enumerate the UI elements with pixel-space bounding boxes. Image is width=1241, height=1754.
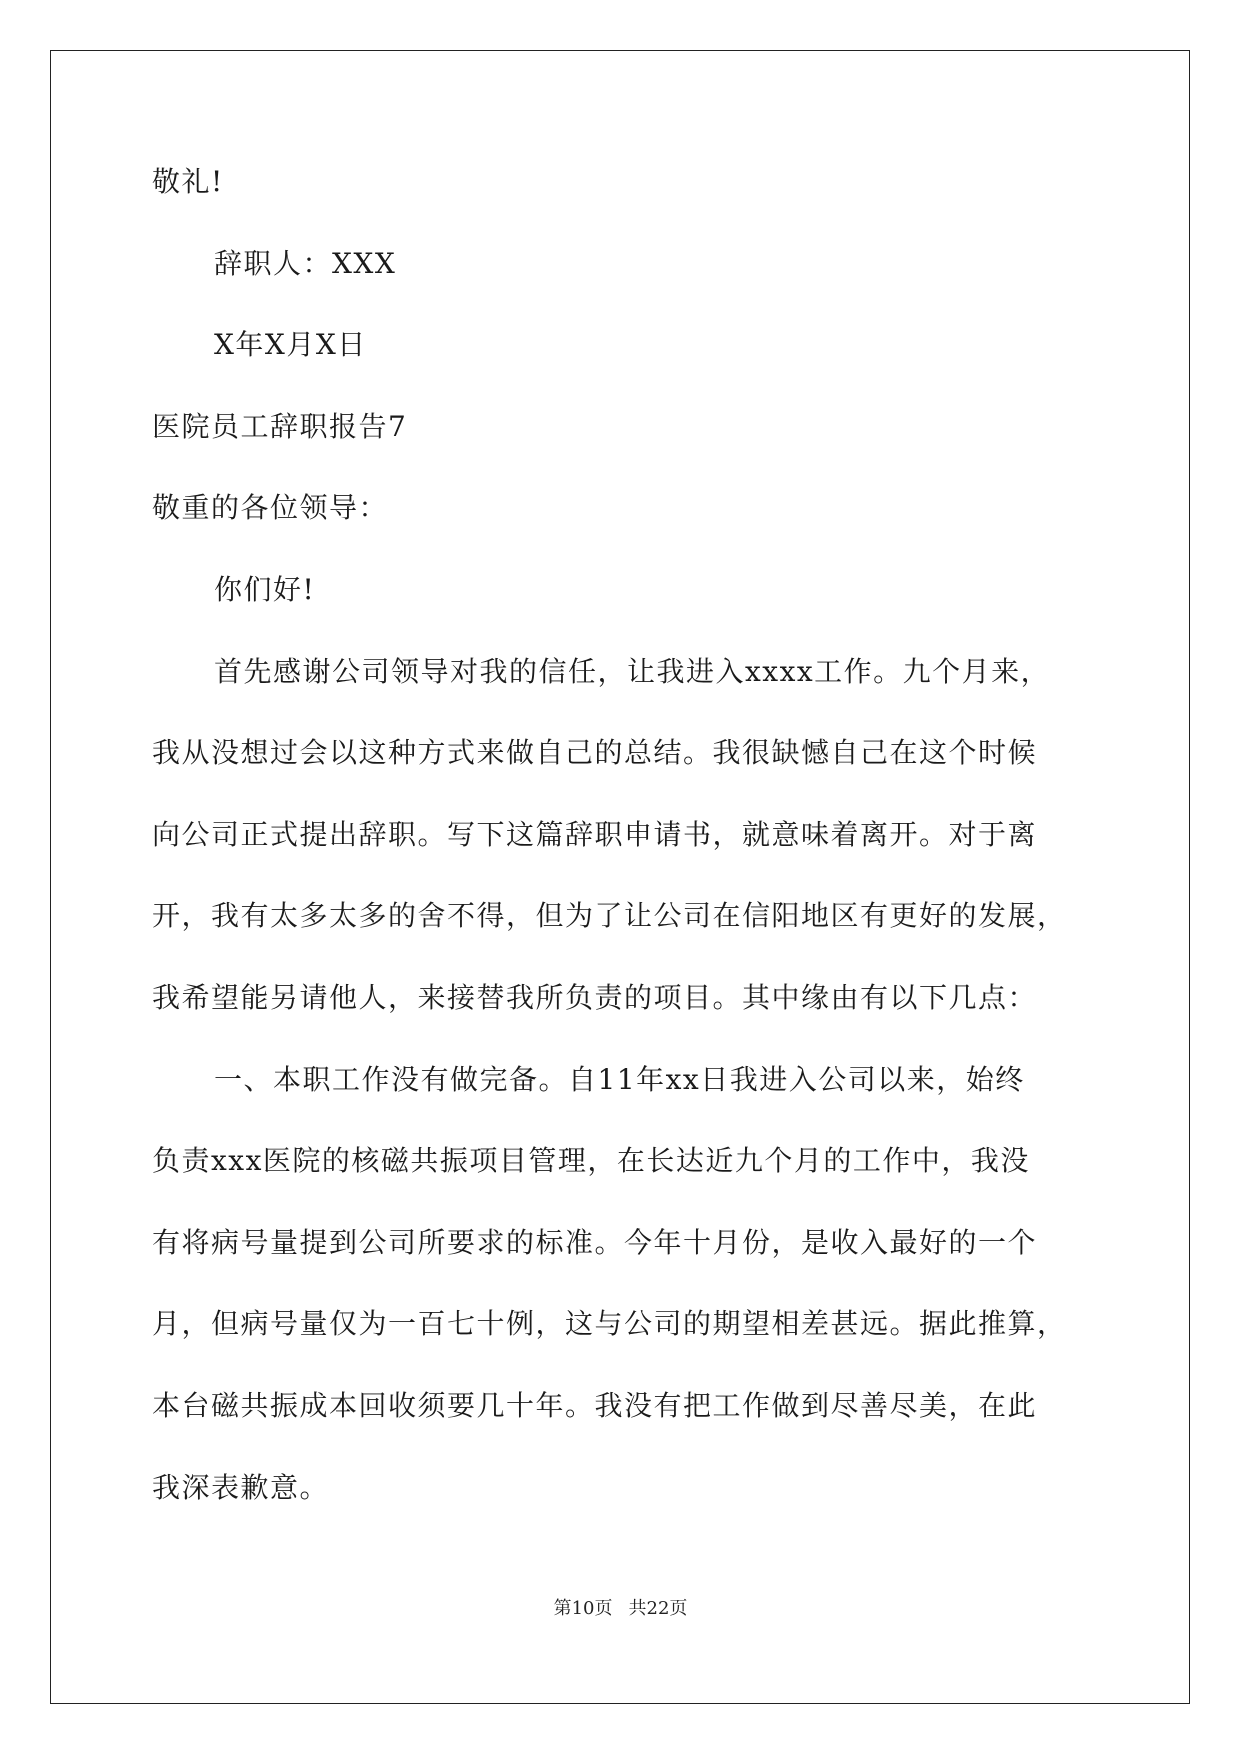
greeting-line: 敬重的各位领导： bbox=[152, 491, 389, 525]
paragraph-line: 开，我有太多太多的舍不得，但为了让公司在信阳地区有更好的发展， bbox=[152, 899, 1067, 933]
page-number: 第10页 bbox=[553, 1598, 613, 1619]
section-title: 医院员工辞职报告7 bbox=[152, 409, 408, 443]
paragraph-line: 向公司正式提出辞职。写下这篇辞职申请书，就意味着离开。对于离 bbox=[152, 817, 1038, 851]
paragraph-1 bbox=[152, 652, 1102, 1018]
page-total: 共22页 bbox=[628, 1598, 688, 1619]
page-footer bbox=[0, 1597, 1241, 1621]
hello-line: 你们好! bbox=[214, 572, 316, 606]
paragraph-line: 一、本职工作没有做完备。自11年xx日我进入公司以来，始终 bbox=[214, 1062, 1025, 1096]
paragraph-line: 我希望能另请他人，来接替我所负责的项目。其中缘由有以下几点： bbox=[152, 980, 1038, 1014]
paragraph-line: 负责xxx医院的核磁共振项目管理，在长达近九个月的工作中，我没 bbox=[152, 1144, 1030, 1178]
paragraph-line: 首先感谢公司领导对我的信任，让我进入xxxx工作。九个月来， bbox=[214, 654, 1051, 688]
paragraph-line: 我从没想过会以这种方式来做自己的总结。我很缺憾自己在这个时候 bbox=[152, 736, 1038, 770]
paragraph-line: 本台磁共振成本回收须要几十年。我没有把工作做到尽善尽美，在此 bbox=[152, 1388, 1038, 1422]
signer-line: 辞职人：XXX bbox=[214, 246, 397, 280]
paragraph-line: 有将病号量提到公司所要求的标准。今年十月份，是收入最好的一个 bbox=[152, 1225, 1038, 1259]
document-body bbox=[152, 162, 1102, 1549]
paragraph-line: 我深表歉意。 bbox=[152, 1470, 330, 1504]
paragraph-2 bbox=[152, 1060, 1102, 1508]
closing-salute: 敬礼! bbox=[152, 165, 224, 198]
paragraph-line: 月，但病号量仅为一百七十例，这与公司的期望相差甚远。据此推算， bbox=[152, 1307, 1067, 1341]
date-line: X年X月X日 bbox=[214, 328, 367, 362]
